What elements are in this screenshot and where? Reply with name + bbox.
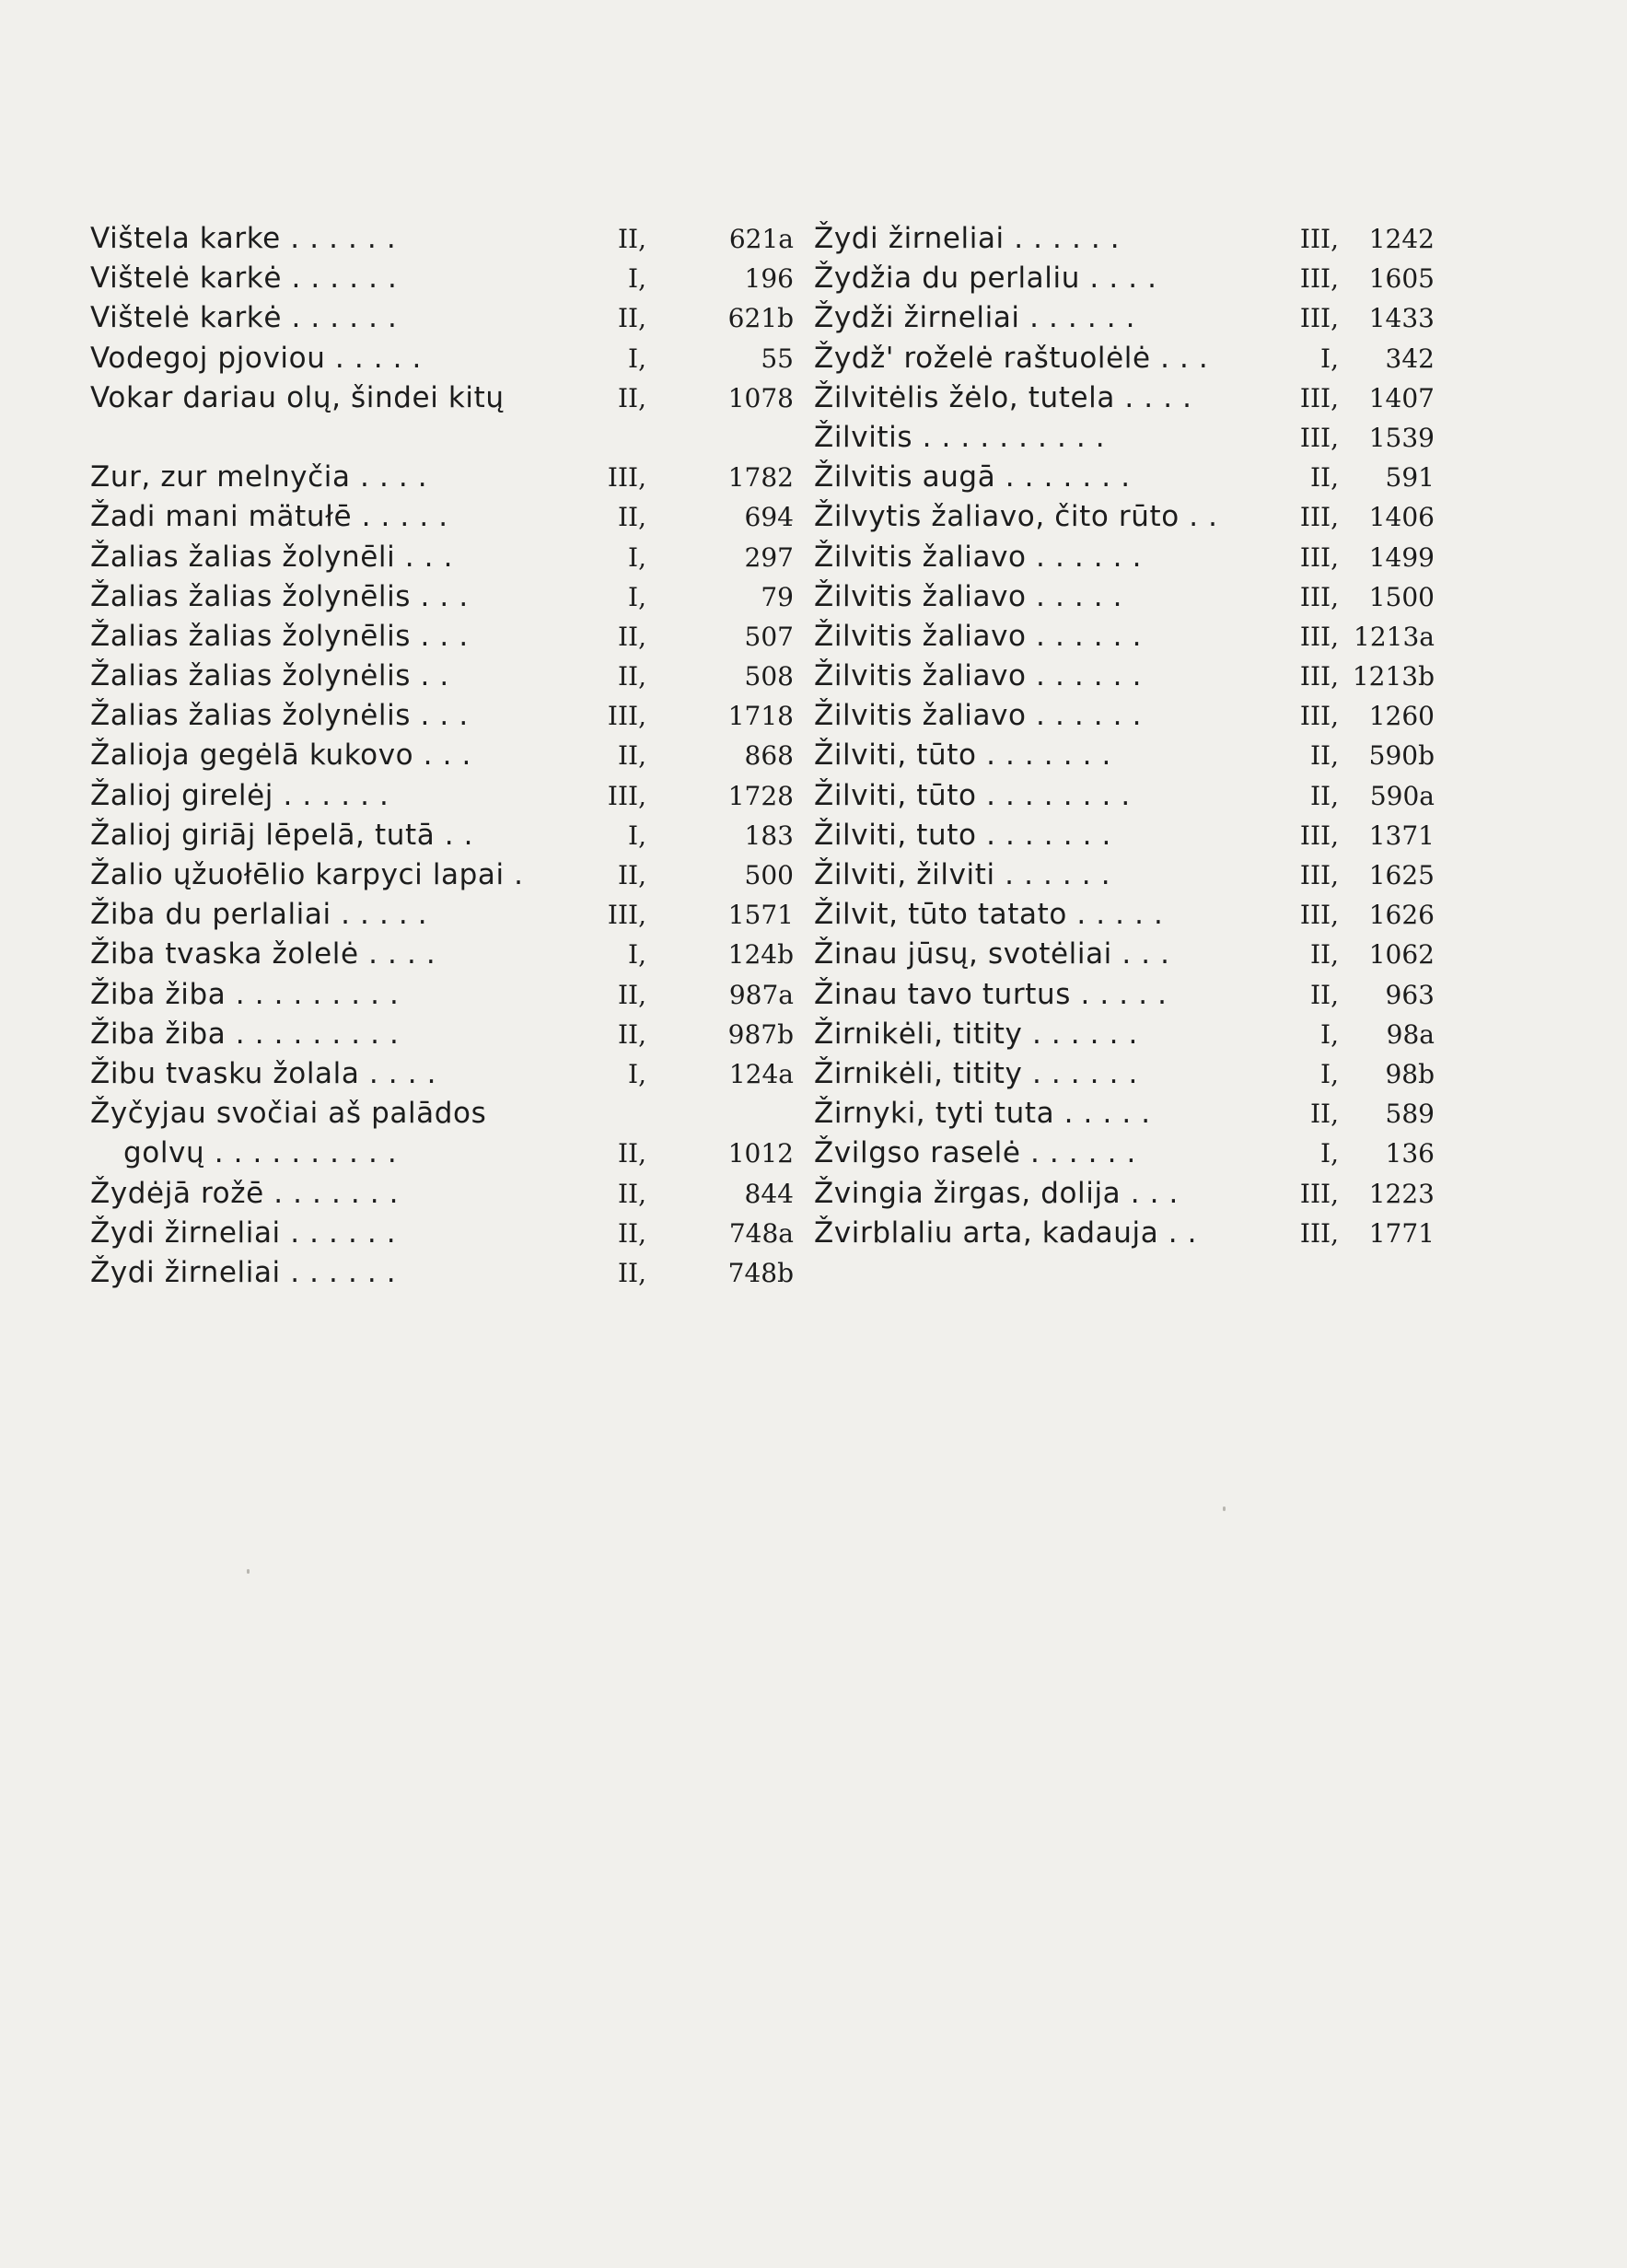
entry-title: Žilvit, tūto tatato . . . . . bbox=[814, 898, 1164, 932]
index-entry bbox=[90, 776, 794, 816]
entry-number: 342 bbox=[1385, 343, 1435, 374]
entry-number: 963 bbox=[1385, 979, 1435, 1010]
index-entry bbox=[90, 458, 794, 497]
entry-volume: II, bbox=[1309, 780, 1339, 811]
index-entry bbox=[90, 855, 794, 895]
entry-title: Žalioj giriāj lēpelā, tutā . . bbox=[90, 818, 474, 852]
index-entry bbox=[90, 378, 794, 418]
entry-volume: II, bbox=[617, 661, 646, 692]
entry-title: Žydi žirneliai . . . . . . bbox=[90, 1215, 397, 1250]
entry-number: 590a bbox=[1369, 780, 1435, 811]
entry-volume: III, bbox=[1299, 224, 1339, 254]
entry-volume: II, bbox=[617, 224, 646, 254]
entry-volume: I, bbox=[628, 263, 646, 295]
entry-number: 868 bbox=[744, 740, 794, 772]
entry-title: Žilvytis žaliavo, čito rūto . . bbox=[814, 500, 1218, 534]
index-entry bbox=[90, 736, 794, 775]
entry-title: Žinau jūsų, svotėliai . . . bbox=[814, 937, 1170, 971]
entry-volume: III, bbox=[1299, 263, 1339, 295]
entry-title: Žilvitis žaliavo . . . . . . bbox=[814, 619, 1143, 653]
entry-number: 590b bbox=[1368, 740, 1435, 772]
entry-title: Žalias žalias žolynėlis . . . bbox=[90, 699, 469, 733]
entry-title: Žvilgso raselė . . . . . . bbox=[814, 1136, 1136, 1170]
index-entry bbox=[814, 855, 1532, 895]
entry-volume: III, bbox=[1299, 701, 1339, 732]
entry-number: 987b bbox=[727, 1018, 794, 1050]
index-entry bbox=[90, 1253, 794, 1293]
entry-title: Žyčyjau svočiai aš palādos bbox=[90, 1097, 487, 1131]
entry-number: 183 bbox=[744, 820, 794, 851]
index-entry bbox=[814, 895, 1532, 935]
entry-volume: III, bbox=[1299, 502, 1339, 533]
entry-number: 98a bbox=[1386, 1018, 1435, 1050]
entry-number: 621b bbox=[727, 303, 794, 334]
entry-volume: III, bbox=[1299, 860, 1339, 890]
entry-number: 1500 bbox=[1368, 581, 1435, 612]
entry-title: Žilvitis žaliavo . . . . . bbox=[814, 579, 1123, 613]
index-entry bbox=[814, 458, 1532, 497]
entry-title: Žinau tavo turtus . . . . . bbox=[814, 977, 1168, 1011]
entry-number: 1012 bbox=[727, 1138, 794, 1169]
entry-title: Žirnyki, tyti tuta . . . . . bbox=[814, 1097, 1151, 1131]
index-entry bbox=[90, 538, 794, 577]
entry-title: Zur, zur melnyčia . . . . bbox=[90, 460, 428, 494]
entry-number: 1242 bbox=[1368, 224, 1435, 254]
entry-title: Žydž' roželė raštuolėlė . . . bbox=[814, 341, 1209, 375]
index-entry bbox=[90, 259, 794, 298]
entry-volume: II, bbox=[617, 502, 646, 533]
index-entry bbox=[90, 696, 794, 736]
entry-title: Vištelė karkė . . . . . . bbox=[90, 301, 398, 335]
entry-number: 507 bbox=[744, 621, 794, 652]
entry-title: Žilvitis . . . . . . . . . . bbox=[814, 420, 1106, 454]
entry-title: Žilviti, tūto . . . . . . . . bbox=[814, 778, 1131, 812]
entry-title: Žalias žalias žolynēlis . . . bbox=[90, 579, 469, 613]
entry-number: 844 bbox=[744, 1178, 794, 1209]
entry-title: Žydi žirneliai . . . . . . bbox=[814, 222, 1121, 255]
index-entry bbox=[814, 538, 1532, 577]
entry-number: 1782 bbox=[727, 462, 794, 494]
entry-title: Žvingia žirgas, dolija . . . bbox=[814, 1176, 1180, 1210]
entry-volume: III, bbox=[1299, 1178, 1339, 1209]
entry-number: 1771 bbox=[1368, 1217, 1435, 1249]
entry-volume: III, bbox=[1299, 541, 1339, 573]
index-entry bbox=[90, 975, 794, 1015]
entry-title: Žilviti, tuto . . . . . . . bbox=[814, 818, 1111, 852]
entry-title: Žydžia du perlaliu . . . . bbox=[814, 262, 1157, 296]
entry-volume: I, bbox=[628, 820, 646, 851]
entry-volume: II, bbox=[617, 1257, 646, 1288]
entry-number: 591 bbox=[1385, 462, 1435, 494]
entry-volume: III, bbox=[1299, 303, 1339, 334]
entry-volume: II, bbox=[1309, 939, 1339, 971]
entry-volume: I, bbox=[1320, 343, 1339, 374]
entry-title: Žydži žirneliai . . . . . . bbox=[814, 301, 1136, 335]
entry-volume: III, bbox=[1299, 900, 1339, 931]
index-entry bbox=[90, 298, 794, 338]
entry-number: 1213a bbox=[1354, 621, 1435, 652]
entry-volume: II, bbox=[1309, 1099, 1339, 1130]
entry-volume: III, bbox=[607, 462, 646, 494]
entry-number: 748b bbox=[727, 1257, 794, 1288]
entry-volume: II, bbox=[1309, 979, 1339, 1010]
index-entry bbox=[814, 339, 1532, 378]
index-entry bbox=[814, 497, 1532, 537]
entry-volume: II, bbox=[617, 1217, 646, 1249]
entry-title: Žydėjā rožē . . . . . . . bbox=[90, 1176, 400, 1210]
entry-number: 1371 bbox=[1368, 820, 1435, 851]
index-column-left bbox=[90, 219, 794, 1293]
index-entry bbox=[814, 378, 1532, 418]
index-entry bbox=[814, 935, 1532, 974]
entry-title: Žalias žalias žolynēli . . . bbox=[90, 540, 454, 574]
entry-number: 136 bbox=[1385, 1138, 1435, 1169]
index-entry bbox=[814, 577, 1532, 617]
entry-number: 196 bbox=[744, 263, 794, 295]
entry-title: Žilvitis augā . . . . . . . bbox=[814, 460, 1131, 494]
entry-title: Žirnikėli, titity . . . . . . bbox=[814, 1017, 1138, 1051]
index-entry bbox=[90, 895, 794, 935]
index-entry bbox=[814, 1015, 1532, 1054]
index-entry bbox=[814, 219, 1532, 259]
entry-title: Vokar dariau olų, šindei kitų bbox=[90, 380, 505, 414]
index-entry bbox=[90, 1054, 794, 1094]
entry-number: 1605 bbox=[1368, 263, 1435, 295]
entry-volume: I, bbox=[628, 581, 646, 612]
index-entry bbox=[814, 975, 1532, 1015]
entry-title: Žiba tvaska žolelė . . . . bbox=[90, 937, 436, 971]
entry-volume: I, bbox=[1320, 1018, 1339, 1050]
entry-title: Žilvitėlis žėlo, tutela . . . . bbox=[814, 380, 1192, 414]
entry-title: Žilvitis žaliavo . . . . . . bbox=[814, 699, 1143, 733]
entry-title: Žilviti, žilviti . . . . . . bbox=[814, 858, 1111, 891]
entry-volume: I, bbox=[628, 1058, 646, 1089]
entry-volume: I, bbox=[1320, 1138, 1339, 1169]
entry-title: Žvirblaliu arta, kadauja . . bbox=[814, 1215, 1198, 1250]
entry-volume: II, bbox=[1309, 462, 1339, 494]
entry-number: 1406 bbox=[1368, 502, 1435, 533]
index-column-right bbox=[814, 219, 1532, 1253]
index-entry bbox=[814, 617, 1532, 657]
entry-number: 1499 bbox=[1368, 541, 1435, 573]
entry-number: 589 bbox=[1385, 1099, 1435, 1130]
index-entry bbox=[814, 1094, 1532, 1134]
paper-speck bbox=[1223, 1506, 1226, 1511]
entry-title: Vištelė karkė . . . . . . bbox=[90, 262, 398, 296]
entry-title: Vištela karke . . . . . . bbox=[90, 222, 397, 255]
entry-title: Žilvitis žaliavo . . . . . . bbox=[814, 659, 1143, 693]
paper-speck bbox=[247, 1569, 250, 1574]
entry-volume: III, bbox=[1299, 621, 1339, 652]
entry-title: Žadi mani mätułē . . . . . bbox=[90, 500, 448, 534]
entry-number: 124b bbox=[727, 939, 794, 971]
index-entry bbox=[90, 1094, 794, 1173]
entry-title: Žalioj girelėj . . . . . . bbox=[90, 778, 389, 812]
entry-title: Žydi žirneliai . . . . . . bbox=[90, 1255, 397, 1289]
entry-volume: II, bbox=[617, 621, 646, 652]
index-entry bbox=[814, 1054, 1532, 1094]
entry-title: Vodegoj pjoviou . . . . . bbox=[90, 341, 422, 375]
index-entry bbox=[814, 259, 1532, 298]
entry-volume: II, bbox=[617, 740, 646, 772]
entry-number: 621a bbox=[728, 224, 794, 254]
entry-volume: II, bbox=[617, 1138, 646, 1169]
index-entry bbox=[90, 219, 794, 259]
index-entry bbox=[90, 1174, 794, 1214]
entry-number: 1626 bbox=[1368, 900, 1435, 931]
index-entry bbox=[814, 816, 1532, 855]
entry-number: 1571 bbox=[727, 900, 794, 931]
entry-number: 748a bbox=[728, 1217, 794, 1249]
index-entry bbox=[814, 1214, 1532, 1253]
index-entry bbox=[90, 816, 794, 855]
entry-volume: III, bbox=[607, 701, 646, 732]
entry-number: 1407 bbox=[1368, 382, 1435, 413]
entry-title: Žalioja gegėlā kukovo . . . bbox=[90, 739, 471, 773]
entry-volume: III, bbox=[607, 780, 646, 811]
entry-number: 500 bbox=[744, 860, 794, 890]
entry-number: 1718 bbox=[727, 701, 794, 732]
entry-volume: III, bbox=[1299, 422, 1339, 453]
entry-title: Žalias žalias žolynėlis . . bbox=[90, 659, 449, 693]
entry-volume: III, bbox=[1299, 581, 1339, 612]
entry-number: 1062 bbox=[1368, 939, 1435, 971]
index-entry bbox=[90, 935, 794, 974]
entry-number: 987a bbox=[728, 979, 794, 1010]
entry-volume: II, bbox=[617, 860, 646, 890]
index-entry bbox=[90, 577, 794, 617]
index-entry bbox=[814, 696, 1532, 736]
entry-number: 124a bbox=[728, 1058, 794, 1089]
entry-title: Žalias žalias žolynēlis . . . bbox=[90, 619, 469, 653]
entry-number: 98b bbox=[1385, 1058, 1435, 1089]
entry-title: Žalio ųžuołēlio karpyci lapai . bbox=[90, 858, 524, 891]
entry-title: Žilvitis žaliavo . . . . . . bbox=[814, 540, 1143, 574]
entry-title-continuation: golvų . . . . . . . . . . bbox=[123, 1136, 398, 1170]
entry-number: 1625 bbox=[1368, 860, 1435, 890]
index-entry bbox=[814, 1134, 1532, 1173]
index-entry bbox=[90, 657, 794, 696]
entry-number: 79 bbox=[761, 581, 794, 612]
index-entry bbox=[90, 497, 794, 537]
index-entry bbox=[814, 418, 1532, 458]
entry-volume: II, bbox=[617, 979, 646, 1010]
index-entry bbox=[90, 617, 794, 657]
section-gap bbox=[90, 418, 735, 458]
entry-title: Žiba žiba . . . . . . . . . bbox=[90, 977, 400, 1011]
index-entry bbox=[814, 298, 1532, 338]
index-entry bbox=[814, 657, 1532, 696]
entry-volume: I, bbox=[628, 541, 646, 573]
index-entry bbox=[814, 736, 1532, 775]
entry-title: Žilviti, tūto . . . . . . . bbox=[814, 739, 1111, 773]
entry-title: Žiba žiba . . . . . . . . . bbox=[90, 1017, 400, 1051]
entry-volume: II, bbox=[617, 1018, 646, 1050]
entry-number: 1260 bbox=[1368, 701, 1435, 732]
entry-volume: I, bbox=[1320, 1058, 1339, 1089]
entry-title: Žiba du perlaliai . . . . . bbox=[90, 898, 428, 932]
entry-volume: I, bbox=[628, 939, 646, 971]
index-entry bbox=[90, 339, 794, 378]
entry-volume: II, bbox=[617, 382, 646, 413]
entry-number: 1539 bbox=[1368, 422, 1435, 453]
entry-number: 1213b bbox=[1352, 661, 1435, 692]
entry-number: 297 bbox=[744, 541, 794, 573]
entry-number: 694 bbox=[744, 502, 794, 533]
index-entry bbox=[90, 1214, 794, 1253]
entry-number: 508 bbox=[744, 661, 794, 692]
entry-volume: III, bbox=[1299, 820, 1339, 851]
index-entry bbox=[814, 776, 1532, 816]
entry-number: 1433 bbox=[1368, 303, 1435, 334]
entry-volume: II, bbox=[617, 303, 646, 334]
index-entry bbox=[90, 1015, 794, 1054]
entry-volume: I, bbox=[628, 343, 646, 374]
entry-volume: III, bbox=[607, 900, 646, 931]
entry-title: Žibu tvasku žolala . . . . bbox=[90, 1056, 437, 1090]
entry-volume: III, bbox=[1299, 382, 1339, 413]
entry-volume: III, bbox=[1299, 661, 1339, 692]
entry-number: 1728 bbox=[727, 780, 794, 811]
entry-number: 55 bbox=[761, 343, 794, 374]
entry-volume: III, bbox=[1299, 1217, 1339, 1249]
entry-number: 1223 bbox=[1368, 1178, 1435, 1209]
entry-title: Žirnikėli, titity . . . . . . bbox=[814, 1056, 1138, 1090]
entry-volume: II, bbox=[1309, 740, 1339, 772]
entry-number: 1078 bbox=[727, 382, 794, 413]
entry-volume: II, bbox=[617, 1178, 646, 1209]
index-entry bbox=[814, 1174, 1532, 1214]
